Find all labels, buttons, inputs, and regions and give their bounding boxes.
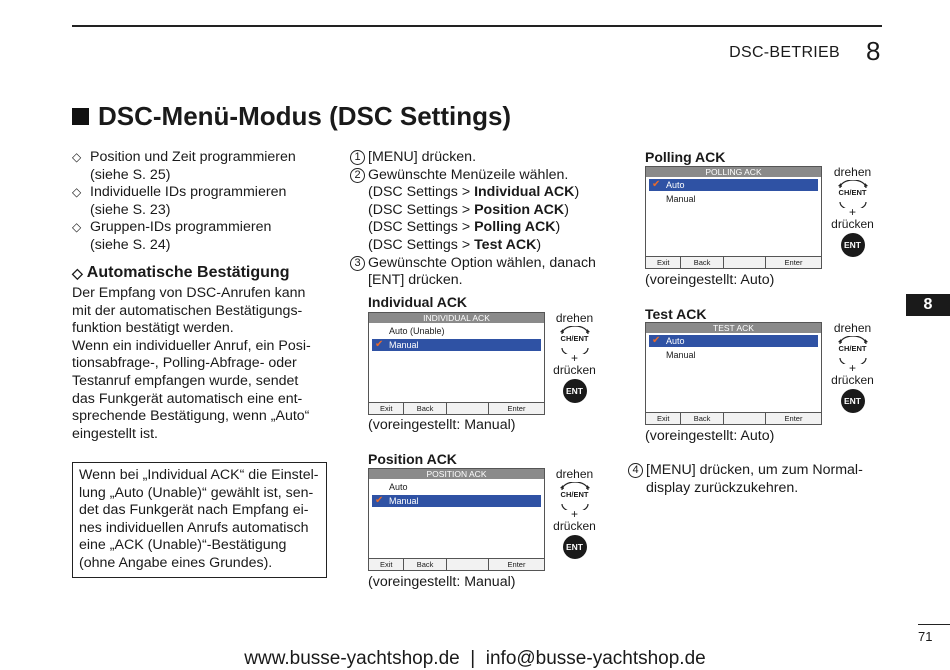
turn-text: drehen [555,311,594,325]
step-text: display zurückzukehren. [646,479,799,496]
option-label: Auto [389,482,408,492]
individual-ack-label: Individual ACK [368,294,468,310]
screen-title: POLLING ACK [646,167,821,177]
text-line: Wenn bei „Individual ACK“ die Einstel- [79,467,319,483]
steps [350,149,605,290]
polling-ack-screen [645,166,822,269]
check-icon: ✔ [652,335,661,346]
option-label: Manual [666,350,696,360]
path-prefix: (DSC Settings > [368,219,475,236]
plus-sign: + [570,507,578,521]
text-line: funktion bestätigt werden. [72,320,234,337]
exit-softkey[interactable]: Exit [369,403,404,414]
softkey-bar [369,402,544,414]
bullet-ref: (siehe S. 23) [90,201,171,218]
text-line: sprechende Bestätigung, wenn „Auto“ [72,408,310,425]
option-manual[interactable] [649,193,818,205]
bullet-ref: (siehe S. 24) [90,236,171,253]
check-icon: ✔ [375,339,384,350]
text-line: Wenn ein individueller Anruf, ein Posi- [72,337,311,354]
list-item [72,149,322,184]
menu-path [368,184,605,202]
step-text: [MENU] drücken, um zum Normal- [646,462,863,478]
dial-label: CH/ENT [560,490,589,499]
menu-path [368,237,605,255]
ent-button-icon[interactable]: ENT [563,535,587,559]
option-label: Manual [389,496,419,506]
option-manual[interactable] [372,495,541,507]
path-suffix: ) [536,236,542,253]
text-line: lung „Auto (Unable)“ gewählt ist, sen- [79,484,314,501]
step-number: 1 [350,150,365,165]
text-line: eingestellt ist. [72,425,158,442]
blank-softkey[interactable] [447,559,489,570]
bullet-line: Position und Zeit programmieren [90,149,296,165]
enter-softkey[interactable]: Enter [507,560,526,569]
test-ack-label: Test ACK [645,306,707,322]
path-suffix: ) [564,201,569,218]
text-line: das Funkgerät automatisch eine ent- [72,390,303,407]
plus-sign: + [848,361,856,375]
text-line: nes individuellen Anrufs automatisch [79,519,309,536]
chapter-number: 8 [866,36,881,66]
enter-softkey[interactable]: Enter [784,414,803,423]
text-line: Der Empfang von DSC-Anrufen kann [72,285,306,301]
page-title-text: DSC-Menü-Modus (DSC Settings) [98,101,512,131]
ent-button-icon[interactable]: ENT [841,233,865,257]
section-title: DSC-BETRIEB [729,44,840,61]
path-item: Test ACK [474,236,537,253]
turn-text: drehen [833,321,872,335]
step-text: Gewünschte Option wählen, danach [368,254,596,271]
exit-softkey[interactable]: Exit [646,257,681,268]
step-text: [MENU] drücken. [368,149,477,165]
bullet-list [72,149,322,255]
bullet-ref: (siehe S. 25) [90,166,171,183]
knob-instruction [825,165,880,257]
page-number: 71 [918,629,933,644]
list-item [72,219,322,254]
ch-ent-dial-icon[interactable] [836,336,870,364]
knob-instruction [825,321,880,413]
path-prefix: (DSC Settings > [368,236,475,253]
menu-path [368,202,605,220]
check-icon: ✔ [652,179,661,190]
press-text: drücken [553,519,596,533]
ch-ent-dial-icon[interactable] [558,482,592,510]
position-ack-screen [368,468,545,571]
text-line: mit der automatischen Bestätigungs- [72,302,303,319]
step-text: [ENT] drücken. [368,272,463,289]
footer-contact: www.busse-yachtshop.de | info@busse-yachtshop.de [244,648,706,669]
text-line: tionsabfrage-, Polling-Abfrage- oder [72,355,297,372]
press-text: drücken [553,363,596,377]
check-icon: ✔ [375,495,384,506]
path-prefix: (DSC Settings > [368,184,475,201]
text-line: Testanruf empfangen wurde, sendet [72,372,299,389]
option-auto[interactable] [649,335,818,347]
path-suffix: ) [574,184,580,201]
square-bullet-icon [72,108,89,125]
text-line: eine „ACK (Unable)“-Bestätigung [79,537,287,554]
blank-softkey[interactable] [724,257,766,268]
blank-softkey[interactable] [447,403,489,414]
step-number: 4 [628,463,643,478]
ch-ent-dial-icon[interactable] [558,326,592,354]
step-3 [350,255,605,290]
exit-softkey[interactable]: Exit [646,413,681,424]
step-number: 2 [350,168,365,183]
turn-text: drehen [555,467,594,481]
list-item [72,184,322,219]
back-softkey[interactable]: Back [681,257,723,268]
bullet-line: Individuelle IDs programmieren [90,184,287,201]
plus-sign: + [570,351,578,365]
back-softkey[interactable]: Back [404,403,446,414]
menu-path [368,219,605,237]
chapter-tab: 8 [906,294,950,316]
path-prefix: (DSC Settings > [368,201,475,218]
individual-default: (voreingestellt: Manual) [368,417,516,433]
back-softkey[interactable]: Back [681,413,723,424]
softkey-bar [369,558,544,570]
dial-label: CH/ENT [838,188,867,197]
text-line: det das Funkgerät nach Empfang ei- [79,502,309,519]
diamond-icon: ◇ [72,264,83,281]
option-label: Manual [389,340,419,350]
polling-default: (voreingestellt: Auto) [645,272,775,288]
press-text: drücken [831,373,874,387]
knob-instruction [547,467,602,559]
step-2 [350,167,605,255]
step-number: 3 [350,256,365,271]
option-auto[interactable] [372,481,541,493]
exit-softkey[interactable]: Exit [369,559,404,570]
path-item: Polling ACK [474,219,556,236]
step-text: Gewünschte Menüzeile wählen. [368,166,569,183]
page-title [72,101,511,132]
enter-softkey[interactable]: Enter [507,404,526,413]
softkey-bar [646,412,821,424]
individual-ack-screen [368,312,545,415]
position-ack-label: Position ACK [368,451,457,467]
bullet-line: Gruppen-IDs programmieren [90,219,272,236]
option-label: Auto [666,180,685,190]
position-default: (voreingestellt: Manual) [368,574,516,590]
auto-heading-text: Automatische Bestätigung [86,264,290,281]
ch-ent-dial-icon[interactable] [836,180,870,208]
header-rule [72,25,882,27]
test-default: (voreingestellt: Auto) [645,428,775,444]
screen-title: INDIVIDUAL ACK [369,313,544,323]
auto-description [72,285,322,443]
screen-title: TEST ACK [646,323,821,333]
step-4-body [628,462,888,497]
path-suffix: ) [555,219,561,236]
note-box [72,462,327,578]
dial-label: CH/ENT [838,344,867,353]
text-line: (ohne Angabe eines Grundes). [79,554,273,571]
back-softkey[interactable]: Back [404,559,446,570]
enter-softkey[interactable]: Enter [784,258,803,267]
auto-heading [72,264,289,282]
plus-sign: + [848,205,856,219]
screen-title: POSITION ACK [369,469,544,479]
path-item: Position ACK [474,201,565,218]
polling-ack-label: Polling ACK [645,149,726,165]
path-item: Individual ACK [474,184,575,201]
option-label: Manual [666,194,696,204]
blank-softkey[interactable] [724,413,766,424]
option-auto-unable[interactable] [372,325,541,337]
option-manual[interactable] [649,349,818,361]
step-1 [350,149,605,167]
turn-text: drehen [833,165,872,179]
option-manual[interactable] [372,339,541,351]
test-ack-screen [645,322,822,425]
ent-button-icon[interactable]: ENT [841,389,865,413]
option-label: Auto (Unable) [389,326,445,336]
page-number-rule [918,624,950,625]
dial-label: CH/ENT [560,334,589,343]
softkey-bar [646,256,821,268]
option-label: Auto [666,336,685,346]
step-4 [628,462,888,497]
knob-instruction [547,311,602,403]
option-auto[interactable] [649,179,818,191]
press-text: drücken [831,217,874,231]
ent-button-icon[interactable]: ENT [563,379,587,403]
